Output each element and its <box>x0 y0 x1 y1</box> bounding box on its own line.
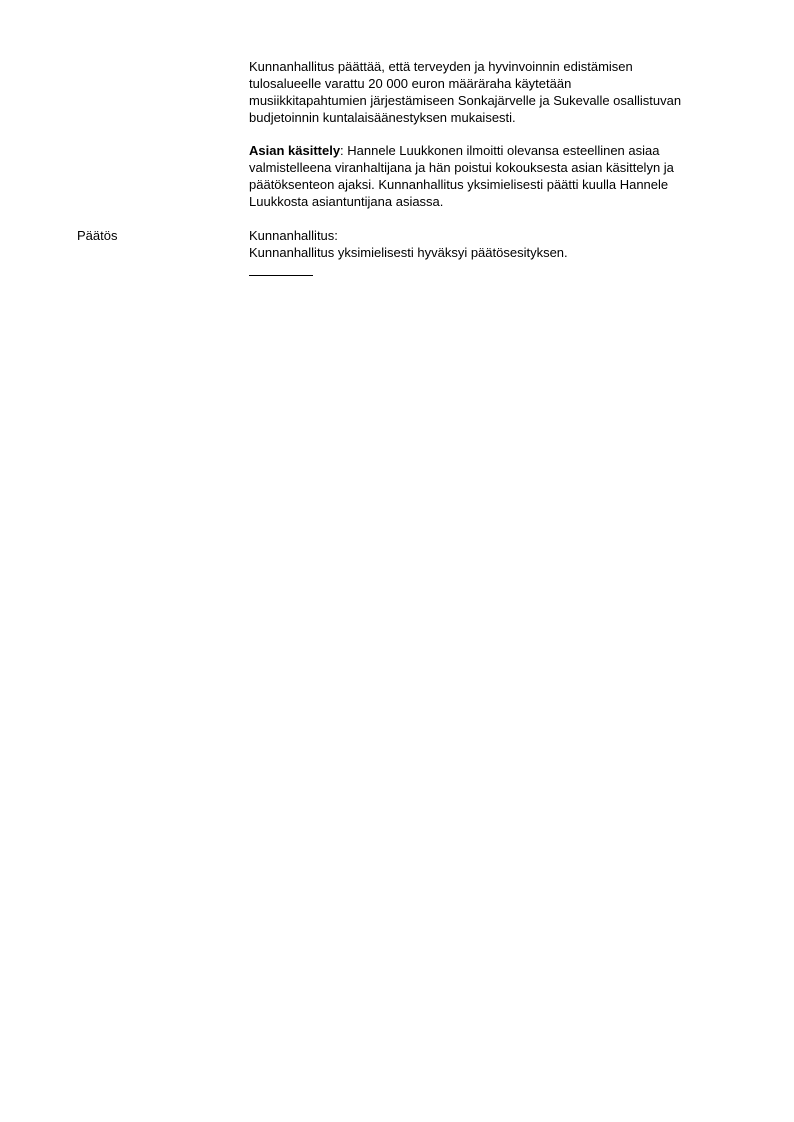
proposal-text: Kunnanhallitus päättää, että terveyden ja hyvinvoinnin edistämisen tulosalueelle varattu 20 000 euron määräraha käytetään musiikkitapahtumien järjestämiseen Sonkajärvelle ja Sukevalle osallistuvan budjetoinnin kuntalaisäänestyksen mukaisesti. <box>249 59 682 125</box>
decision-body: Kunnanhallitus: <box>249 228 338 243</box>
decision-text: Kunnanhallitus yksimielisesti hyväksyi päätösesityksen. <box>249 245 568 260</box>
signature-rule <box>249 275 313 276</box>
decision-block <box>249 227 749 261</box>
handling-text <box>249 142 749 210</box>
decision-label: Päätös <box>77 228 118 243</box>
handling-label: Asian käsittely <box>249 143 341 158</box>
handling-body: : Hannele Luukkonen ilmoitti olevansa esteellinen asiaa valmistelleena viranhaltijana ja hän poistui kokouksesta asian käsittelyn ja päätöksenteon ajaksi. Kunnanhallitus yksimielisesti päätti kuulla Hannele Luukkosta asiantuntijana asiassa. <box>249 143 674 209</box>
proposal-paragraph <box>249 58 749 126</box>
handling-paragraph <box>249 142 749 210</box>
